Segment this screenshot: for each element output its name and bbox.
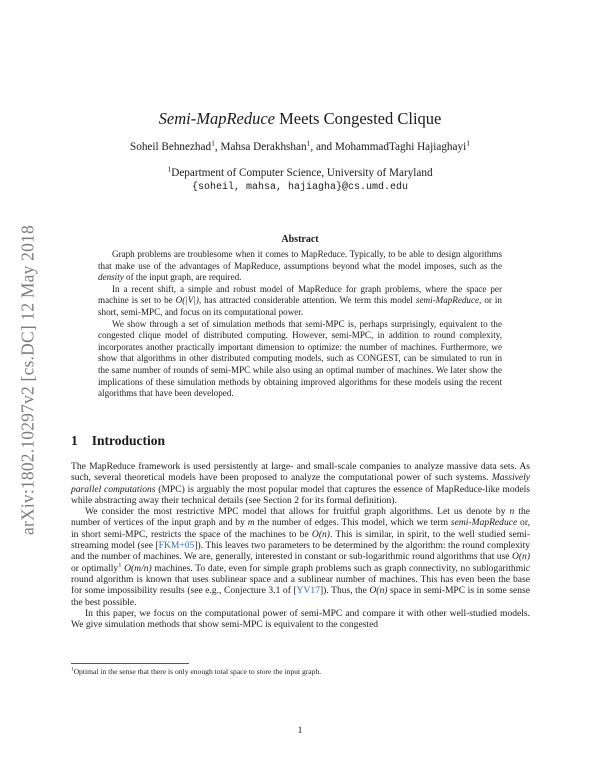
text-run: The MapReduce framework is used persistently at large- and small-scale companies to analyze massive data sets. As such, several theoretical models have been proposed to analyze the computational power of such systems. bbox=[71, 461, 530, 484]
emphasis-text: m bbox=[247, 517, 255, 529]
author-email: {soheil, mahsa, hajiagha}@cs.umd.edu bbox=[191, 182, 409, 193]
author-name: Mahsa Derakhshan bbox=[220, 141, 307, 153]
text-run: or, in short semi-MPC, restricts the space of the machines to be bbox=[71, 517, 531, 540]
body-paragraph bbox=[71, 506, 530, 608]
text-run: ]). This leaves two parameters to be determined by the algorithm: the round complexity and the number of machines. We are, generally, interested in constant or sub-logarithmic round algorithms that use bbox=[71, 540, 531, 563]
abstract-body bbox=[98, 249, 502, 400]
text-run: In this paper, we focus on the computational power of semi-MPC and compare it with other well-studied models. We give simulation methods that show semi-MPC is equivalent to the congested bbox=[71, 607, 530, 631]
emphasis-text: O(n) bbox=[369, 585, 388, 597]
emphasis-text: O(n) bbox=[311, 528, 330, 540]
arxiv-identifier bbox=[14, 200, 42, 560]
author-affil-mark: 1 bbox=[306, 138, 311, 148]
footnote-mark: 1 bbox=[71, 666, 74, 673]
text-run: the number of vertices of the input graph and by bbox=[71, 506, 530, 529]
text-run: We consider the most restrictive MPC model that allows for fruitful graph algorithms. Let us denote by bbox=[85, 506, 510, 518]
paper-title-italic: Semi-MapReduce bbox=[158, 109, 275, 128]
text-run: In a recent shift, a simple and robust model of MapReduce for graph problems, where the space per machine is set to be bbox=[98, 283, 502, 306]
reference-link[interactable]: YV17 bbox=[296, 585, 320, 597]
abstract-paragraph bbox=[98, 249, 502, 284]
author-affil-mark: 1 bbox=[211, 138, 215, 148]
reference-link[interactable]: 2 bbox=[294, 494, 299, 506]
abstract-paragraph bbox=[98, 319, 502, 400]
text-run: for its formal definition). bbox=[299, 494, 397, 506]
paper-title bbox=[70, 109, 530, 129]
text-run: the number of edges. This model, which we term bbox=[254, 517, 451, 529]
paper-title-rest: Meets Congested Clique bbox=[275, 109, 442, 128]
emphasis-text: O(n) bbox=[511, 551, 530, 563]
text-run: ]). Thus, the bbox=[319, 585, 370, 597]
section-number: 1 bbox=[71, 433, 78, 448]
text-run: (MPC) is arguably the most popular model that captures the essence of MapReduce-like models while abstracting away their technical details (see Section bbox=[71, 483, 530, 506]
affiliation-mark: 1 bbox=[167, 164, 172, 174]
footnote-ref: 1 bbox=[118, 561, 122, 569]
emphasis-text: density bbox=[98, 272, 124, 283]
page-number: 1 bbox=[297, 725, 303, 736]
affiliation-text: Department of Computer Science, University of Maryland bbox=[171, 167, 433, 179]
text-run: machines. To date, even for simple graph problems such as graph connectivity, no sublogarithmic round algorithm is known that uses sublinear space and a sublinear number of machines. This has even been the base for some impossibility results (see e.g., Conjecture 3.1 of [ bbox=[71, 562, 531, 597]
text-run: . This is similar, in spirit, to the well studied semi-streaming model (see [ bbox=[71, 528, 530, 552]
emphasis-text: O(m/n) bbox=[124, 562, 152, 574]
emphasis-text: n bbox=[509, 506, 515, 518]
emphasis-text: O(|V|) bbox=[175, 295, 199, 306]
author-list bbox=[70, 138, 530, 153]
footnote bbox=[71, 667, 530, 676]
author-separator: , and bbox=[310, 141, 335, 153]
emphasis-text: Massively parallel computations bbox=[71, 472, 530, 495]
footnote-divider bbox=[71, 663, 189, 664]
author-separator: , bbox=[214, 141, 221, 153]
footnote-text: Optimal in the sense that there is only enough total space to store the input graph. bbox=[73, 667, 322, 676]
author-name: MohammadTaghi Hajiaghayi bbox=[334, 141, 467, 153]
text-run: , or in short, semi-MPC, and focus on its computational power. bbox=[98, 295, 502, 317]
arxiv-identifier-text: arXiv:1802.10297v2 [cs.DC] 12 May 2018 bbox=[17, 225, 38, 535]
section-title: Introduction bbox=[91, 433, 166, 448]
body-paragraph bbox=[71, 608, 530, 631]
text-run: Graph problems are troublesome when it comes to MapReduce. Typically, to be able to design algorithms that make use of the advantages of MapReduce, assumptions beyond what the model imposes, such as the bbox=[98, 249, 502, 271]
reference-link[interactable]: FKM+05 bbox=[158, 540, 195, 552]
abstract-paragraph bbox=[98, 284, 502, 319]
author-affil-mark: 1 bbox=[466, 138, 470, 148]
abstract-heading: Abstract bbox=[281, 234, 319, 245]
emphasis-text: semi-MapReduce bbox=[450, 517, 518, 529]
emphasis-text: semi-MapReduce bbox=[415, 295, 480, 306]
text-run: or optimally bbox=[71, 562, 119, 574]
text-run: We show through a set of simulation methods that semi-MPC is, perhaps surprisingly, equivalent to the congested clique model of distributed computing. However, semi-MPC, in addition to round complexity, incorporates another practically important dimension to optimize: the number of machines. Furthermore, we show that algorithms in other distributed computing models, such as CONGEST, can be simulated to run in the same number of rounds of semi-MPC while also using an optimal number of machines. We later show the implications of these simulation methods by obtaining improved algorithms for these models using the recent algorithms that have been developed. bbox=[98, 318, 502, 399]
text-run: of the input graph, are required. bbox=[123, 272, 242, 283]
body-text bbox=[71, 461, 530, 630]
text-run: , has attracted considerable attention. We term this model bbox=[198, 295, 416, 306]
author-name: Soheil Behnezhad bbox=[130, 141, 212, 153]
section-heading bbox=[71, 433, 165, 449]
text-run: space in semi-MPC is in some sense the best possible. bbox=[71, 585, 530, 608]
affiliation bbox=[70, 164, 530, 179]
body-paragraph bbox=[71, 461, 530, 506]
